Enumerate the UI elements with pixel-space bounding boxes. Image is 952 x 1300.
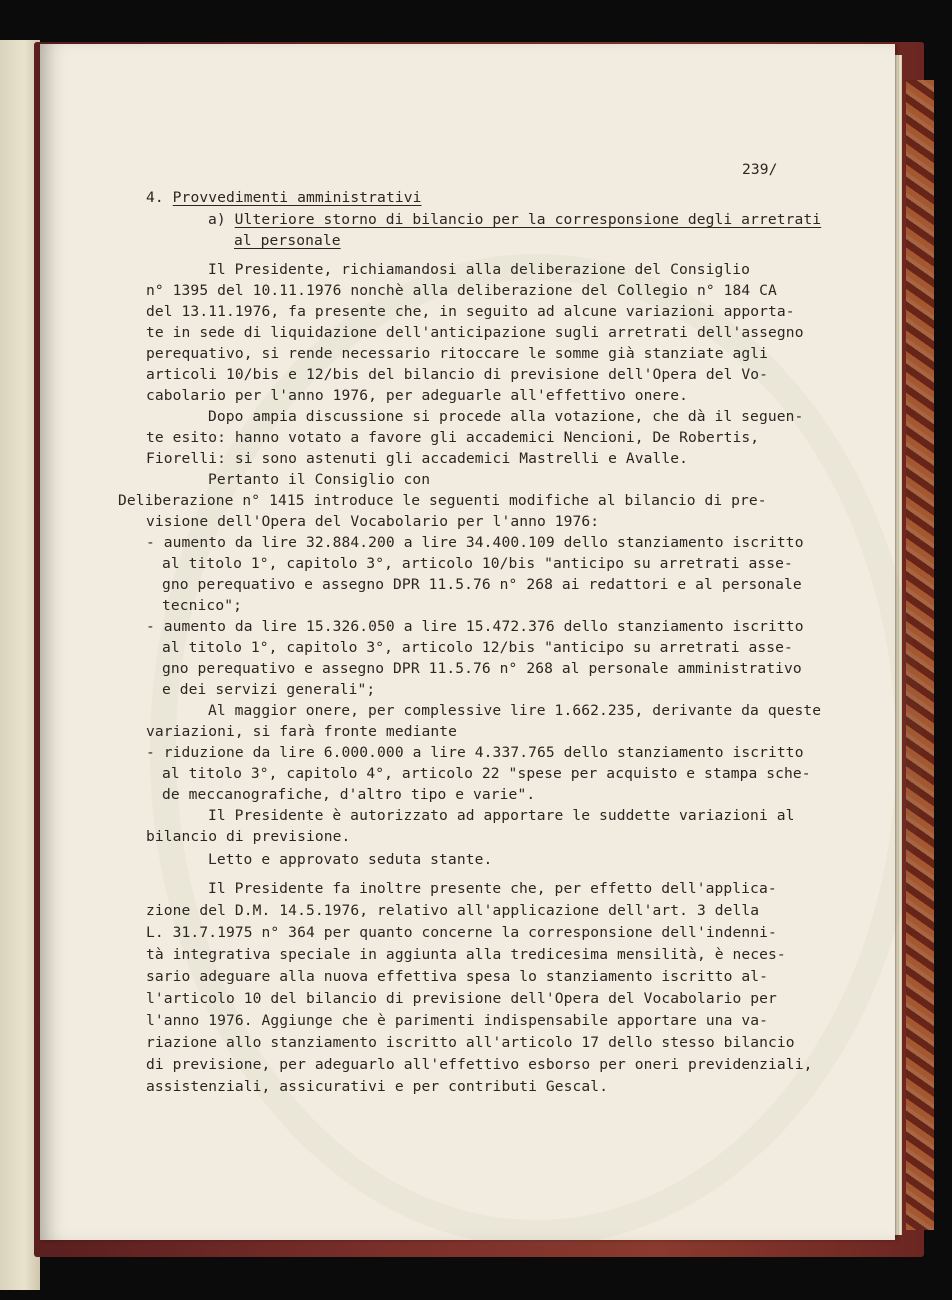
body-line: cabolario per l'anno 1976, per adeguarle all'effettivo onere. (146, 387, 689, 404)
body-line: di previsione, per adeguarlo all'effettivo esborso per oneri previdenziali, (146, 1056, 813, 1073)
body-line: Il Presidente fa inoltre presente che, per effetto dell'applica- (208, 880, 777, 897)
body-line: tecnico"; (162, 597, 242, 614)
body-line: al titolo 1°, capitolo 3°, articolo 12/bis "anticipo su arretrati asse- (162, 639, 793, 656)
body-line: tà integrativa speciale in aggiunta alla tredicesima mensilità, è neces- (146, 946, 786, 963)
body-line: al titolo 1°, capitolo 3°, articolo 10/bis "anticipo su arretrati asse- (162, 555, 793, 572)
marbled-endpaper (906, 80, 934, 1230)
body-line: - aumento da lire 15.326.050 a lire 15.472.376 dello stanziamento iscritto (146, 618, 804, 635)
body-line: gno perequativo e assegno DPR 11.5.76 n° 268 al personale amministrativo (162, 660, 802, 677)
body-line: Deliberazione n° 1415 introduce le seguenti modifiche al bilancio di pre- (118, 492, 767, 509)
body-line: L. 31.7.1975 n° 364 per quanto concerne la corresponsione dell'indenni- (146, 924, 777, 941)
body-line: variazioni, si farà fronte mediante (146, 723, 458, 740)
section-heading (146, 188, 422, 208)
subsection-title-line-2: al personale (234, 232, 341, 249)
body-line: Il Presidente, richiamandosi alla deliberazione del Consiglio (208, 261, 751, 278)
body-line: gno perequativo e assegno DPR 11.5.76 n° 268 ai redattori e al personale (162, 576, 802, 593)
section-title: Provvedimenti amministrativi (172, 189, 422, 206)
body-line: riazione allo stanziamento iscritto all'articolo 17 dello stesso bilancio (146, 1034, 795, 1051)
body-line: Dopo ampia discussione si procede alla votazione, che dà il seguen- (208, 408, 804, 425)
body-line: - riduzione da lire 6.000.000 a lire 4.337.765 dello stanziamento iscritto (146, 744, 804, 761)
section-number: 4. (146, 189, 164, 206)
body-line: articoli 10/bis e 12/bis del bilancio di previsione dell'Opera del Vo- (146, 366, 769, 383)
body-line: bilancio di previsione. (146, 828, 351, 845)
page-number: 239/ (742, 161, 778, 178)
body-line: n° 1395 del 10.11.1976 nonchè alla deliberazione del Collegio n° 184 CA (146, 282, 777, 299)
body-line: Il Presidente è autorizzato ad apportare le suddette variazioni al (208, 807, 795, 824)
subsection-title-line-1: Ulteriore storno di bilancio per la corresponsione degli arretrati (234, 211, 822, 228)
subsection-marker: a) (208, 211, 226, 228)
body-line: Pertanto il Consiglio con (208, 471, 431, 488)
body-line: de meccanografiche, d'altro tipo e varie". (162, 786, 536, 803)
body-line: Letto e approvato seduta stante. (208, 851, 493, 868)
body-line: zione del D.M. 14.5.1976, relativo all'applicazione dell'art. 3 della (146, 902, 760, 919)
body-line: e dei servizi generali"; (162, 681, 376, 698)
body-line: Al maggior onere, per complessive lire 1.662.235, derivante da queste (208, 702, 822, 719)
body-line: del 13.11.1976, fa presente che, in seguito ad alcune variazioni apporta- (146, 303, 795, 320)
body-line: l'articolo 10 del bilancio di previsione dell'Opera del Vocabolario per (146, 990, 777, 1007)
body-line: sario adeguare alla nuova effettiva spesa lo stanziamento iscritto al- (146, 968, 769, 985)
body-line: - aumento da lire 32.884.200 a lire 34.400.109 dello stanziamento iscritto (146, 534, 804, 551)
body-line: assistenziali, assicurativi e per contributi Gescal. (146, 1078, 609, 1095)
body-line: al titolo 3°, capitolo 4°, articolo 22 "spese per acquisto e stampa sche- (162, 765, 811, 782)
subsection-heading (208, 210, 821, 230)
body-line: Fiorelli: si sono astenuti gli accademici Mastrelli e Avalle. (146, 450, 689, 467)
body-line: te in sede di liquidazione dell'anticipazione sugli arretrati dell'assegno (146, 324, 804, 341)
body-line: te esito: hanno votato a favore gli accademici Nencioni, De Robertis, (146, 429, 760, 446)
body-line: perequativo, si rende necessario ritoccare le somme già stanziate agli (146, 345, 769, 362)
body-line: l'anno 1976. Aggiunge che è parimenti indispensabile apportare una va- (146, 1012, 769, 1029)
body-line: visione dell'Opera del Vocabolario per l'anno 1976: (146, 513, 600, 530)
